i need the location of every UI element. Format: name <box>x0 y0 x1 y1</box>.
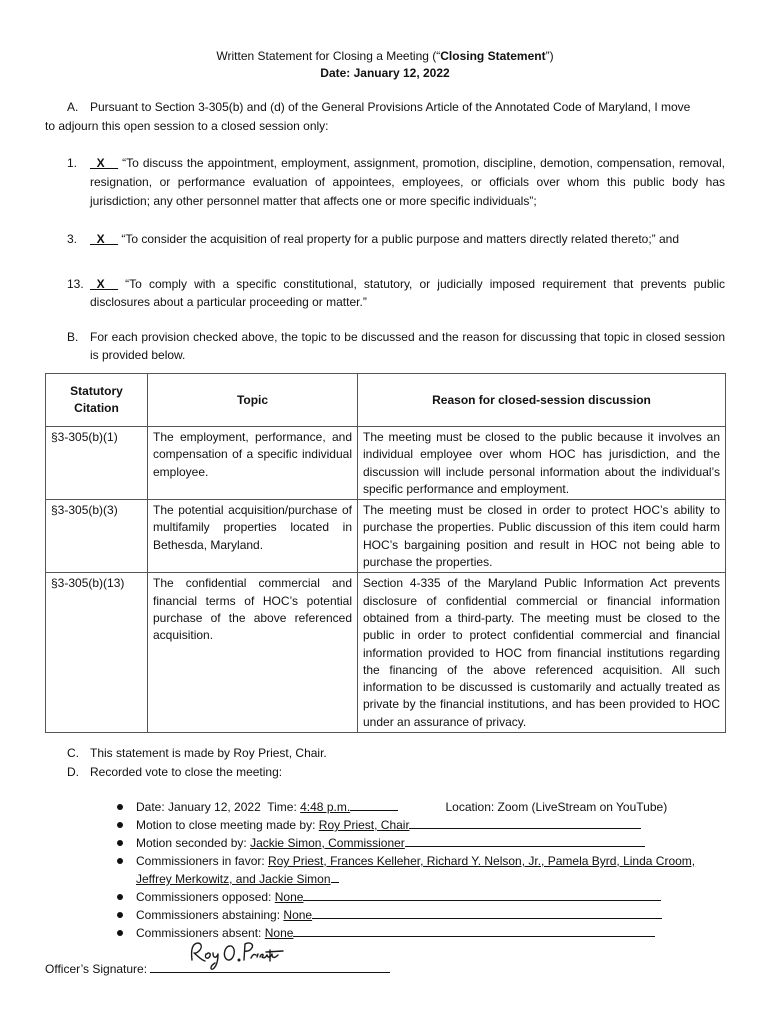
row-1-citation: §3-305(b)(1) <box>46 427 148 500</box>
section-b-marker: B. <box>67 330 79 344</box>
bullet-icon <box>117 804 123 810</box>
vote-absent-label: Commissioners absent: <box>136 926 262 940</box>
section-d-marker: D. <box>67 765 79 779</box>
section-d-text: Recorded vote to close the meeting: <box>90 765 283 779</box>
provision-13 <box>90 275 725 311</box>
bullet-icon <box>117 840 123 846</box>
title-prefix: Written Statement for Closing a Meeting (“ <box>216 49 441 63</box>
row-3-reason: Section 4-335 of the Maryland Public Information Act prevents disclosure of confidential commercial or financial information obtained from a third-party. The meeting must be closed to the public in order to protect confidential commercial and financial information provided to HOC from financial institutions regarding the financing of the above referenced acquisition. All such information to be discussed is customarily and actually treated as private by the financial institutions, and has been provided to HOC under an assurance of privacy. <box>358 573 726 733</box>
section-c-marker: C. <box>67 746 79 760</box>
vote-abstaining-line <box>136 906 662 924</box>
vote-favor-line <box>136 852 695 870</box>
vote-motion-value: Roy Priest, Chair <box>318 818 410 832</box>
vote-opposed-value: None <box>274 890 304 904</box>
vote-opposed-label: Commissioners opposed: <box>136 890 272 904</box>
vote-abstaining-label: Commissioners abstaining: <box>136 908 281 922</box>
vote-motion-label: Motion to close meeting made by: <box>136 818 316 832</box>
section-a-text-line2: to adjourn this open session to a closed session only: <box>45 119 329 133</box>
vote-motion-line <box>136 816 641 834</box>
vote-seconded-label: Motion seconded by: <box>136 836 247 850</box>
provision-1 <box>90 154 725 211</box>
vote-time-value: 4:48 p.m. <box>300 800 351 814</box>
handwritten-signature <box>186 938 286 974</box>
bullet-icon <box>117 858 123 864</box>
header-topic: Topic <box>148 374 358 427</box>
table-header-row <box>46 374 726 427</box>
row-2-citation: §3-305(b)(3) <box>46 500 148 573</box>
row-3-citation: §3-305(b)(13) <box>46 573 148 733</box>
bullet-icon <box>117 912 123 918</box>
vote-favor-label: Commissioners in favor: <box>136 854 265 868</box>
signature-label: Officer’s Signature: <box>45 962 148 976</box>
section-c-text: This statement is made by Roy Priest, Chair. <box>90 746 327 760</box>
vote-favor-value-line1: Roy Priest, Frances Kelleher, Richard Y. Nelson, Jr., Pamela Byrd, Linda Croom, <box>268 854 696 868</box>
document-title <box>0 48 770 65</box>
vote-location: Location: Zoom (LiveStream on YouTube) <box>445 800 668 814</box>
header-reason: Reason for closed-session discussion <box>358 374 726 427</box>
provision-13-text: “To comply with a specific constitutional, statutory, or judicially imposed requirement that prevents public disclosures about a particular proceeding or matter.” <box>90 277 725 309</box>
provision-1-number: 1. <box>67 156 78 170</box>
bullet-icon <box>117 894 123 900</box>
provision-13-check: _X__ <box>90 277 119 291</box>
document-date: Date: January 12, 2022 <box>320 66 450 80</box>
row-2-topic: The potential acquisition/purchase of multifamily properties located in Bethesda, Maryland. <box>148 500 358 573</box>
vote-absent-value: None <box>264 926 294 940</box>
row-2-reason: The meeting must be closed in order to protect HOC’s ability to purchase the properties. Public discussion of this item could harm HOC’s bargaining position and result in HOC not being able to purchase the properties. <box>358 500 726 573</box>
vote-abstaining-value: None <box>283 908 313 922</box>
provision-1-text: “To discuss the appointment, employment, assignment, promotion, discipline, demotion, compensation, removal, resignation, or performance evaluation of appointees, employees, or officials over whom this public body has jurisdiction; any other personnel matter that affects one or more specific individuals”; <box>90 156 725 208</box>
vote-favor-line2 <box>136 870 339 888</box>
section-a-text-line1: Pursuant to Section 3-305(b) and (d) of the General Provisions Article of the Annotated Code of Maryland, I move <box>90 100 691 114</box>
vote-seconded-line <box>136 834 645 852</box>
row-1-topic: The employment, performance, and compensation of a specific individual employee. <box>148 427 358 500</box>
vote-opposed-line <box>136 888 661 906</box>
table-row <box>46 427 726 500</box>
provision-3-text: “To consider the acquisition of real property for a public purpose and matters directly related thereto;” and <box>121 232 680 246</box>
provision-1-check: _X__ <box>90 156 119 170</box>
closing-reasons-table <box>45 373 726 733</box>
table-row <box>46 573 726 733</box>
bullet-icon <box>117 930 123 936</box>
table-row <box>46 500 726 573</box>
row-3-topic: The confidential commercial and financial terms of HOC’s potential purchase of the above referenced acquisition. <box>148 573 358 733</box>
vote-date-line <box>136 798 667 816</box>
vote-seconded-value: Jackie Simon, Commissioner <box>250 836 405 850</box>
vote-favor-value-line2: Jeffrey Merkowitz, and Jackie Simon <box>136 872 331 886</box>
provision-3-check: _X__ <box>90 232 119 246</box>
vote-time-label: Time: <box>267 800 297 814</box>
title-bold: Closing Statement <box>440 49 546 63</box>
header-citation: Statutory Citation <box>46 374 148 427</box>
section-a-marker: A. <box>67 100 79 114</box>
title-suffix: ”) <box>545 49 554 63</box>
bullet-icon <box>117 822 123 828</box>
provision-3-number: 3. <box>67 232 78 246</box>
vote-date: Date: January 12, 2022 <box>136 800 261 814</box>
provision-3 <box>90 230 730 249</box>
provision-13-number: 13. <box>67 277 84 291</box>
row-1-reason: The meeting must be closed to the public because it involves an individual employee over whom HOC has jurisdiction, and the discussion will include personal information about the individual’s specific performance and employment. <box>358 427 726 500</box>
section-b-text: For each provision checked above, the topic to be discussed and the reason for discussing that topic in closed session is provided below. <box>90 330 725 362</box>
